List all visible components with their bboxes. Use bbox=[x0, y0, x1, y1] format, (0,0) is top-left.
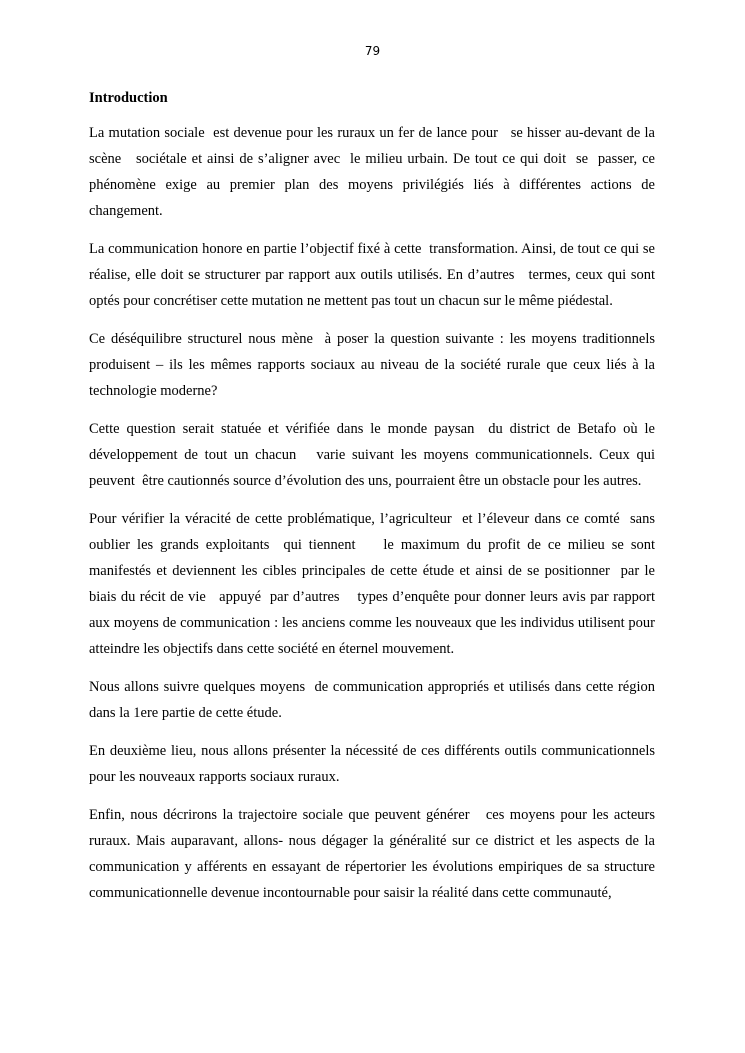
paragraph-8: Enfin, nous décrirons la trajectoire sociale que peuvent générer ces moyens pour les acteurs ruraux. Mais auparavant, allons- nous dégager la généralité sur ce district et les aspects de la communication y afférents en essayant de répertorier les évolutions empiriques de sa structure communicationnelle devenue incontournable pour saisir la réalité dans cette communauté, bbox=[89, 807, 659, 901]
paragraph-4: Cette question serait statuée et vérifiée dans le monde paysan du district de Betafo où le développement de tout un chacun varie suivant les moyens communicationnels. Ceux qui peuvent être cautionnés source d’évolution des uns, pourraient être un obstacle pour les autres. bbox=[89, 421, 659, 489]
paragraph-6: Nous allons suivre quelques moyens de communication appropriés et utilisés dans cette région dans la 1ere partie de cette étude. bbox=[89, 679, 659, 721]
paragraph-1: La mutation sociale est devenue pour les ruraux un fer de lance pour se hisser au-devant de la scène sociétale et ainsi de s’aligner avec le milieu urbain. De tout ce qui doit se passer, ce phénomène exige au premier plan des moyens privilégiés liés à différentes actions de changement. bbox=[89, 125, 659, 219]
section-heading: Introduction bbox=[89, 90, 168, 106]
paragraph-3: Ce déséquilibre structurel nous mène à poser la question suivante : les moyens traditionnels produisent – ils les mêmes rapports sociaux au niveau de la société rurale que ceux liés à la technologie moderne? bbox=[89, 331, 659, 399]
paragraph-5: Pour vérifier la véracité de cette problématique, l’agriculteur et l’éleveur dans ce comté sans oublier les grands exploitants qui tiennent le maximum du profit de ce milieu se sont manifestés et deviennent les cibles principales de cette étude et ainsi de se positionner par le biais du récit de vie appuyé par d’autres types d’enquête pour donner leurs avis par rapport aux moyens de communication : les anciens comme les nouveaux que les individus utilisent pour atteindre les objectifs dans cette société en éternel mouvement. bbox=[89, 511, 659, 657]
paragraph-7: En deuxième lieu, nous allons présenter la nécessité de ces différents outils communicationnels pour les nouveaux rapports sociaux ruraux. bbox=[89, 743, 659, 785]
page-number: 79 bbox=[364, 44, 381, 58]
paragraph-2: La communication honore en partie l’objectif fixé à cette transformation. Ainsi, de tout ce qui se réalise, elle doit se structurer par rapport aux outils utilisés. En d’autres termes, ceux qui sont optés pour concrétiser cette mutation ne mettent pas tout un chacun sur le même piédestal. bbox=[89, 241, 659, 309]
document-body bbox=[89, 86, 659, 918]
